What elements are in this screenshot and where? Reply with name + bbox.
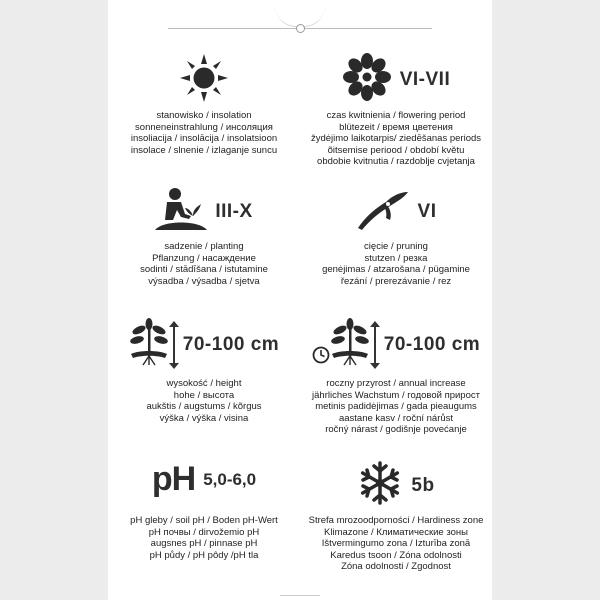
sun-icon: [178, 52, 230, 109]
annual-increase-value: 70-100 cm: [383, 333, 481, 355]
text-line: sadzenie / planting: [164, 241, 244, 252]
top-decoration: [128, 20, 472, 40]
growth-arrow-icon: [374, 325, 376, 365]
text-line: Strefa mrozoodporności / Hardiness zone: [308, 515, 484, 526]
text-line: metinis padidėjimas / gada pieaugums: [315, 401, 477, 412]
text-line: Ištvermingumo zona / Izturība zonā: [321, 538, 471, 549]
text-line: augsnes pH / pinnase pH: [150, 538, 258, 549]
text-line: blütezeit / время цветения: [339, 121, 453, 133]
text-line: sodinti / stādīšana / istutamine: [140, 264, 268, 275]
text-line: Klimazone / Климатические зоны: [324, 526, 468, 538]
text-line: hohe / высота: [173, 389, 235, 401]
text-line: žydėjimo laikotarpis/ ziedēšanas periods: [310, 133, 482, 144]
text-line: czas kwitnienia / flowering period: [326, 110, 466, 121]
bottom-divider: [280, 595, 320, 596]
height-value: 70-100 cm: [182, 333, 280, 355]
text-line: genėjimas / atzarošana / pügamine: [322, 264, 470, 275]
text-line: stanowisko / insolation: [156, 110, 252, 121]
text-line: sonneneinstrahlung / инсоляция: [135, 121, 273, 133]
plant-height-icon: [129, 318, 169, 371]
text-line: výška / výška / visina: [159, 412, 249, 424]
ph-value: 5,0-6,0: [203, 469, 257, 489]
text-line: ročný nárast / godišnje povećanje: [325, 424, 467, 435]
text-line: pH почвы / dirvožemio pH: [148, 526, 260, 538]
text-line: cięcie / pruning: [364, 241, 428, 252]
text-line: pH půdy / pH pôdy /pH tla: [149, 549, 259, 561]
text-line: insoliacija / insolācija / insolatsioon: [130, 133, 278, 144]
text-line: wysokość / height: [166, 378, 242, 389]
plant-growth-icon: [330, 318, 370, 371]
snowflake-icon: [357, 460, 403, 511]
text-line: õitsemise periood / období květu: [327, 144, 465, 156]
text-line: insolace / slnenie / izlaganje suncu: [130, 144, 278, 156]
flowering-period-value: VI-VII: [399, 68, 451, 90]
text-line: výsadba / výsadba / sjetva: [148, 275, 260, 287]
hardiness-zone-value: 5b: [411, 474, 435, 496]
clock-icon: [312, 320, 330, 369]
text-line: pH gleby / soil pH / Boden pH-Wert: [130, 515, 278, 526]
text-line: Karedus tsoon / Zóna odolnosti: [330, 549, 462, 561]
planting-period-value: III-X: [215, 200, 253, 222]
info-card: [108, 0, 492, 600]
gardener-planting-icon: [155, 186, 207, 237]
height-arrow-icon: [173, 325, 175, 365]
text-line: aukštis / augstums / kõrgus: [146, 401, 262, 412]
text-line: obdobie kvitnutia / razdoblje cvjetanja: [317, 156, 475, 167]
ph-icon: pH: [151, 460, 196, 498]
pruning-period-value: VI: [417, 200, 437, 222]
flower-icon: [342, 52, 392, 107]
pruning-shears-icon: [356, 188, 410, 235]
text-line: roczny przyrost / annual increase: [326, 378, 466, 389]
text-line: Zóna odolnosti / Zgodnost: [341, 561, 451, 572]
text-line: jährliches Wachstum / годовой прирост: [312, 389, 480, 401]
text-line: aastane kasv / roční nárůst: [338, 412, 454, 424]
text-line: Pflanzung / насаждение: [152, 252, 256, 264]
text-line: stutzen / резка: [364, 252, 428, 264]
text-line: řezání / prerezávanie / rez: [340, 275, 452, 287]
